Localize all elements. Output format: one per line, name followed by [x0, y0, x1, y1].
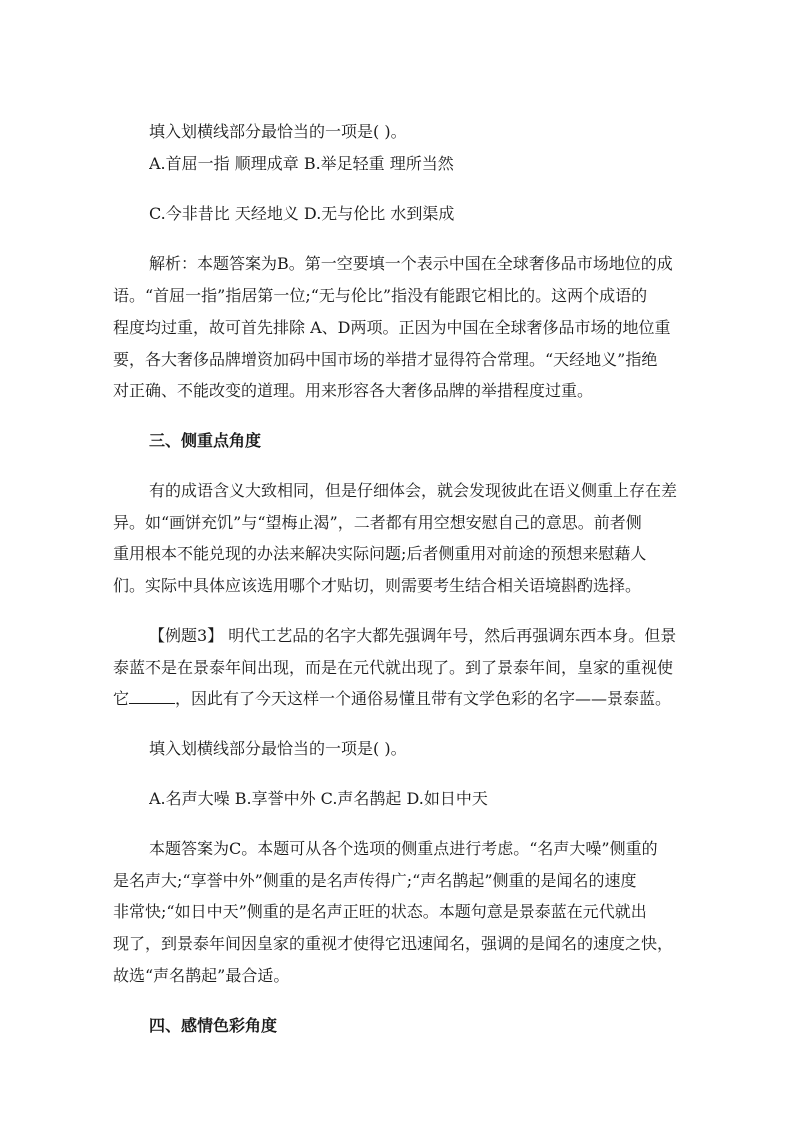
options-line-2: C.今非昔比 天经地义 D.无与伦比 水到渠成 — [149, 204, 455, 223]
example-line: 泰蓝不是在景泰年间出现，而是在元代就出现了。到了景泰年间，皇家的重视使 — [113, 658, 674, 677]
answer-line: 故选“声名鹊起”最合适。 — [113, 966, 290, 985]
question-prompt: 填入划横线部分最恰当的一项是( )。 — [149, 122, 407, 141]
section-heading: 三、侧重点角度 — [149, 431, 262, 450]
section-paragraph-line: 重用根本不能兑现的办法来解决实际问题;后者侧重用对前途的预想来慰藉人 — [113, 544, 647, 563]
analysis-line: 语。“首屈一指”指居第一位;“无与伦比”指没有能跟它相比的。这两个成语的 — [113, 286, 648, 305]
answer-line: 现了，到景泰年间因皇家的重视才使得它迅速闻名，强调的是闻名的速度之快， — [113, 934, 674, 953]
example-line: 【例题3】 明代工艺品的名字大都先强调年号，然后再强调东西本身。但景 — [149, 626, 677, 645]
section-heading: 四、感情色彩角度 — [149, 1016, 278, 1035]
example-line-with-blank — [113, 689, 683, 709]
question-prompt: 填入划横线部分最恰当的一项是( )。 — [149, 739, 407, 758]
options-line: A.名声大噪 B.享誉中外 C.声名鹊起 D.如日中天 — [149, 789, 488, 808]
section-paragraph-line: 有的成语含义大致相同，但是仔细体会，就会发现彼此在语义侧重上存在差 — [149, 481, 678, 500]
analysis-line: 要，各大奢侈品牌增资加码中国市场的举措才显得符合常理。“天经地义”指绝 — [113, 350, 658, 369]
section-paragraph-line: 们。实际中具体应该选用哪个才贴切，则需要考生结合相关语境斟酌选择。 — [113, 576, 642, 595]
answer-line: 非常快;“如日中天”侧重的是名声正旺的状态。本题句意是景泰蓝在元代就出 — [113, 902, 647, 921]
answer-line: 是名声大;“享誉中外”侧重的是名声传得广;“声名鹊起”侧重的是闻名的速度 — [113, 871, 637, 890]
example-text-after-blank: ，因此有了今天这样一个通俗易懂且带有文学色彩的名字——景泰蓝。 — [175, 689, 672, 708]
analysis-line: 对正确、不能改变的道理。用来形容各大奢侈品牌的举措程度过重。 — [113, 381, 594, 400]
example-text-before-blank: 它 — [113, 689, 130, 708]
section-paragraph-line: 异。如“画饼充饥”与“望梅止渴”，二者都有用空想安慰自己的意思。前者侧 — [113, 513, 642, 532]
answer-line: 本题答案为C。本题可从各个选项的侧重点进行考虑。“名声大噪”侧重的 — [149, 839, 658, 858]
analysis-line: 程度均过重，故可首先排除 A、D两项。正因为中国在全球奢侈品市场的地位重 — [113, 318, 671, 337]
options-line-1: A.首屈一指 顺理成章 B.举足轻重 理所当然 — [149, 154, 454, 173]
analysis-line: 解析：本题答案为B。第一空要填一个表示中国在全球奢侈品市场地位的成 — [149, 254, 673, 273]
fill-in-blank — [129, 689, 175, 704]
